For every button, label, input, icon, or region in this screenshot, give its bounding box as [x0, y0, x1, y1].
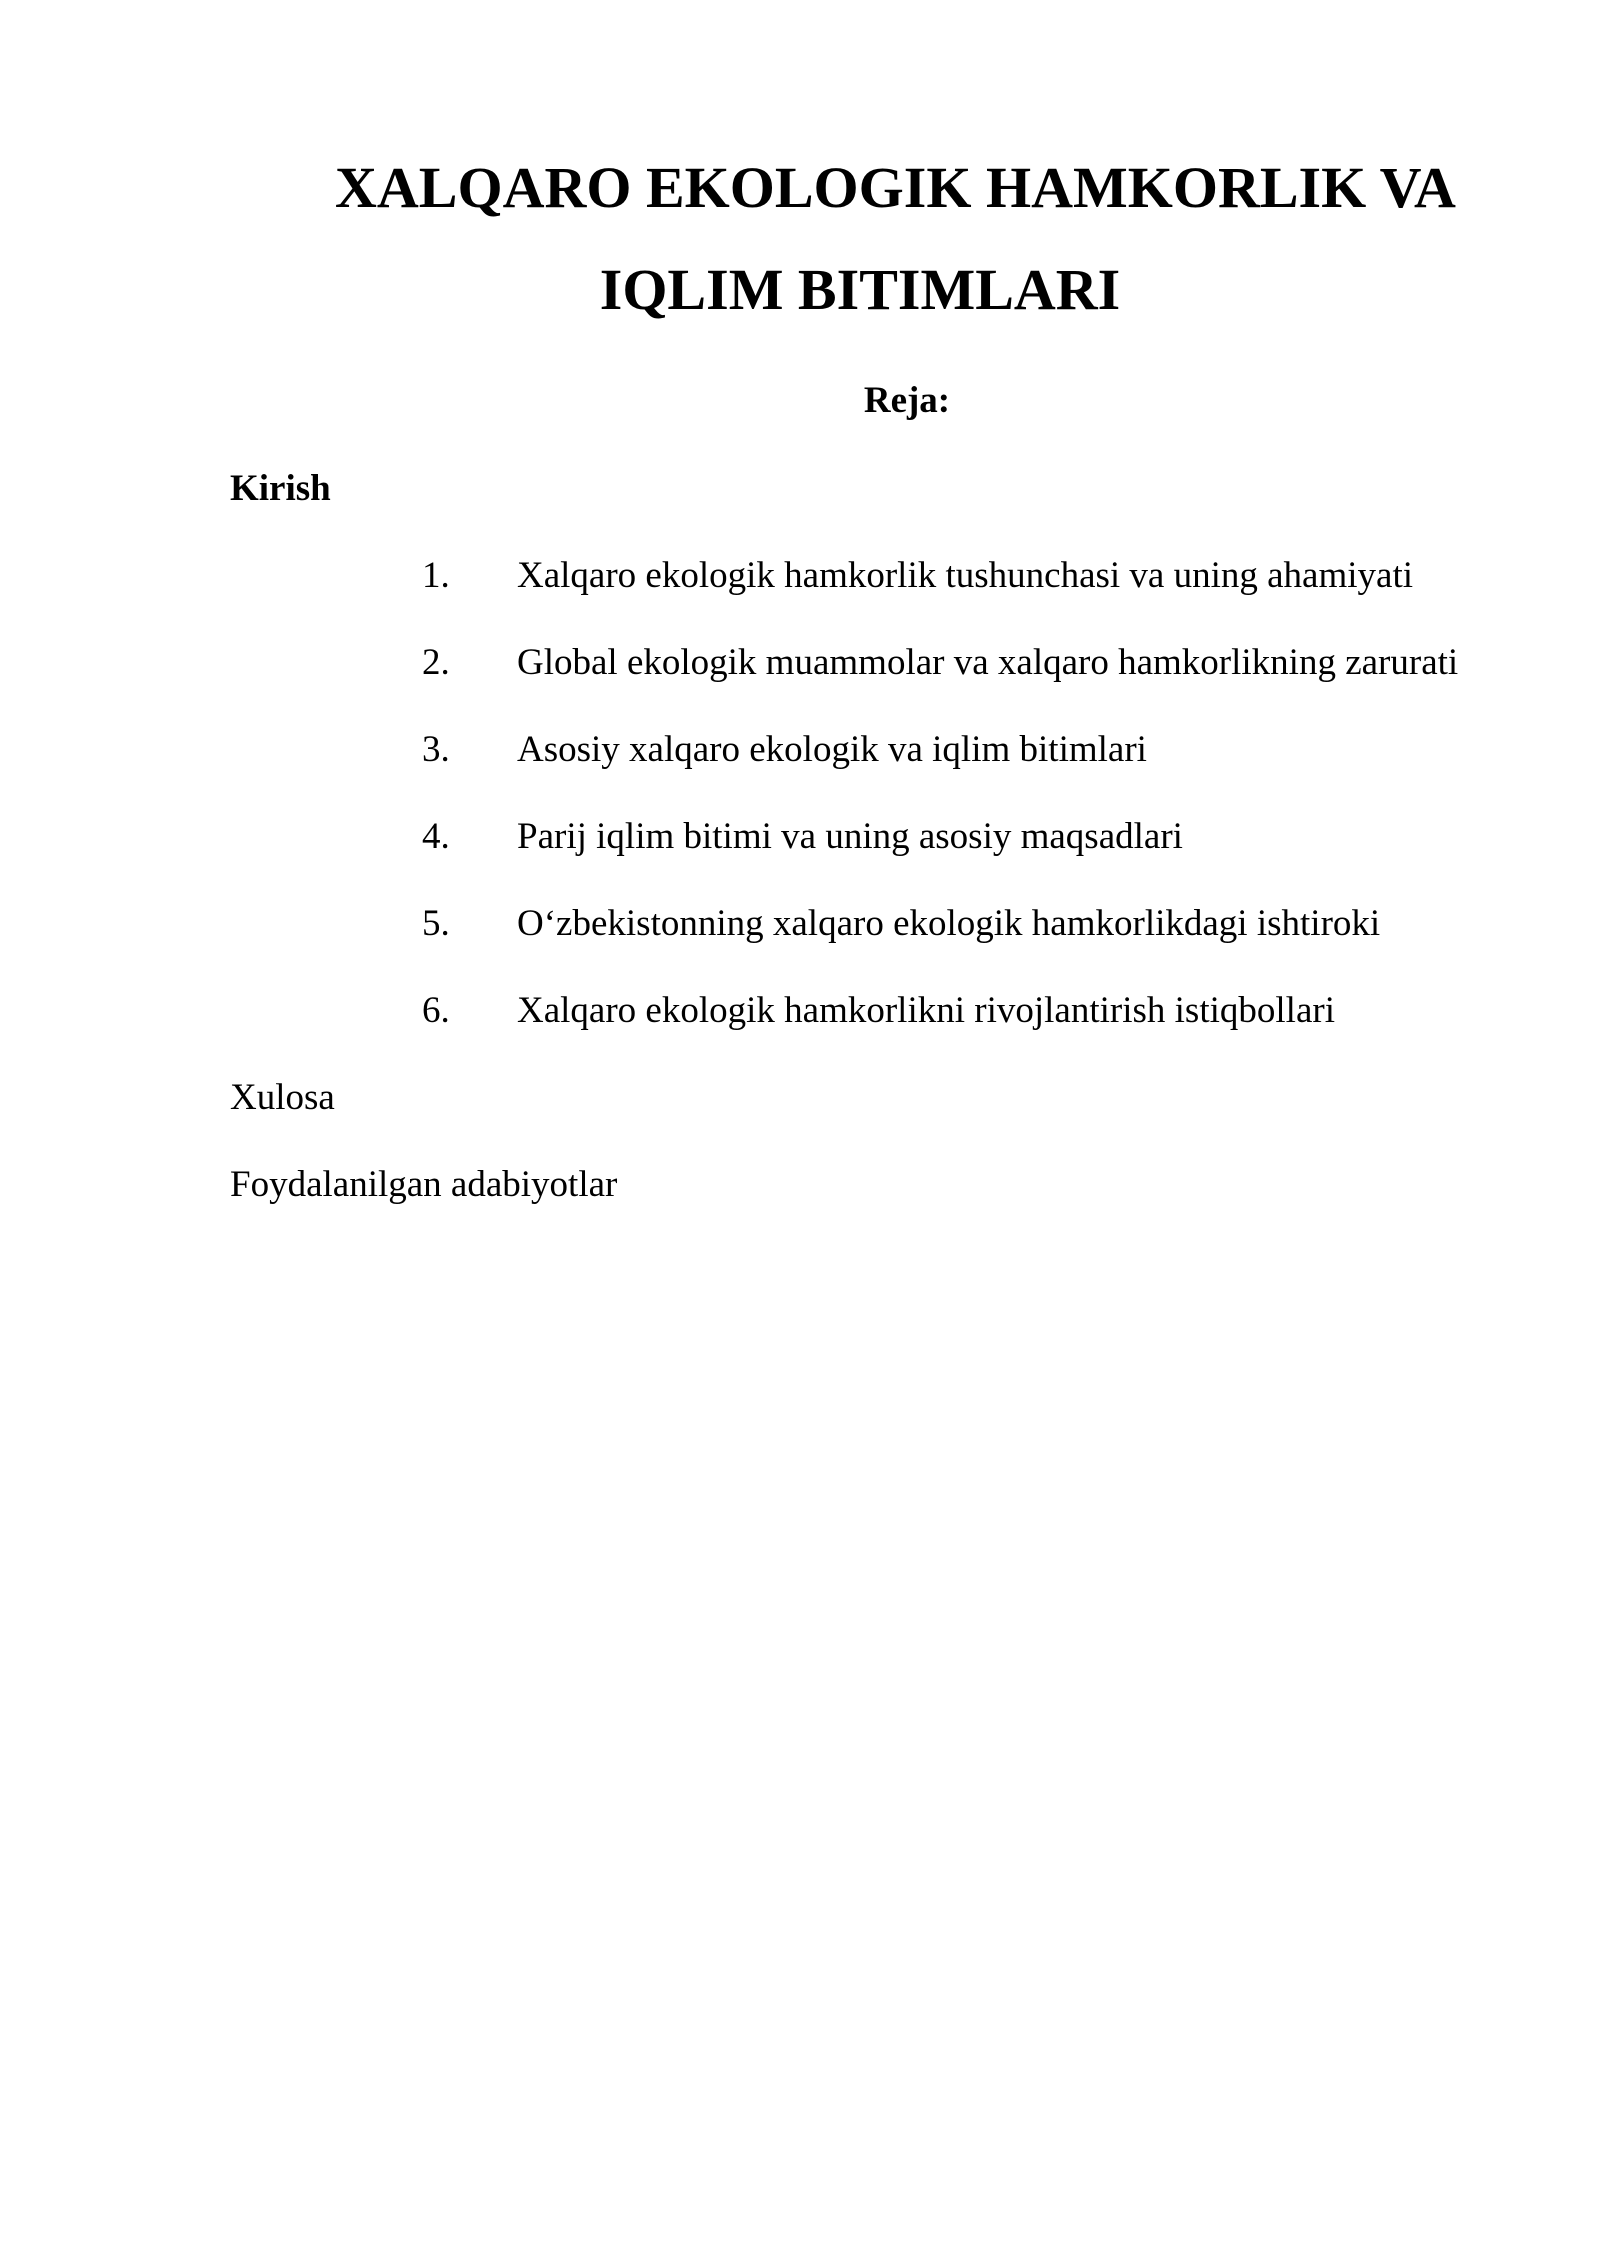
intro-heading: Kirish: [230, 468, 331, 509]
plan-item-text: Xalqaro ekologik hamkorlikni rivojlantirish istiqbollari: [517, 990, 1335, 1031]
plan-item-number: 5.: [422, 903, 450, 944]
plan-item-text: O‘zbekistonning xalqaro ekologik hamkorlikdagi ishtiroki: [517, 903, 1381, 944]
plan-item-number: 4.: [422, 816, 450, 857]
plan-item-number: 2.: [422, 642, 450, 683]
document-title-line-1: XALQARO EKOLOGIK HAMKORLIK VA: [335, 155, 1456, 220]
plan-item-text: Global ekologik muammolar va xalqaro hamkorlikning zarurati: [517, 642, 1459, 683]
plan-item-number: 1.: [422, 555, 450, 596]
plan-heading: Reja:: [863, 380, 951, 421]
plan-item-text: Parij iqlim bitimi va uning asosiy maqsadlari: [517, 816, 1183, 857]
plan-item-number: 6.: [422, 990, 450, 1031]
plan-item-number: 3.: [422, 729, 450, 770]
plan-item-text: Xalqaro ekologik hamkorlik tushunchasi va uning ahamiyati: [517, 555, 1414, 596]
references-heading: Foydalanilgan adabiyotlar: [230, 1164, 618, 1205]
conclusion-heading: Xulosa: [230, 1077, 335, 1118]
plan-item-text: Asosiy xalqaro ekologik va iqlim bitimlari: [517, 729, 1147, 770]
document-title-line-2: IQLIM BITIMLARI: [599, 257, 1121, 322]
